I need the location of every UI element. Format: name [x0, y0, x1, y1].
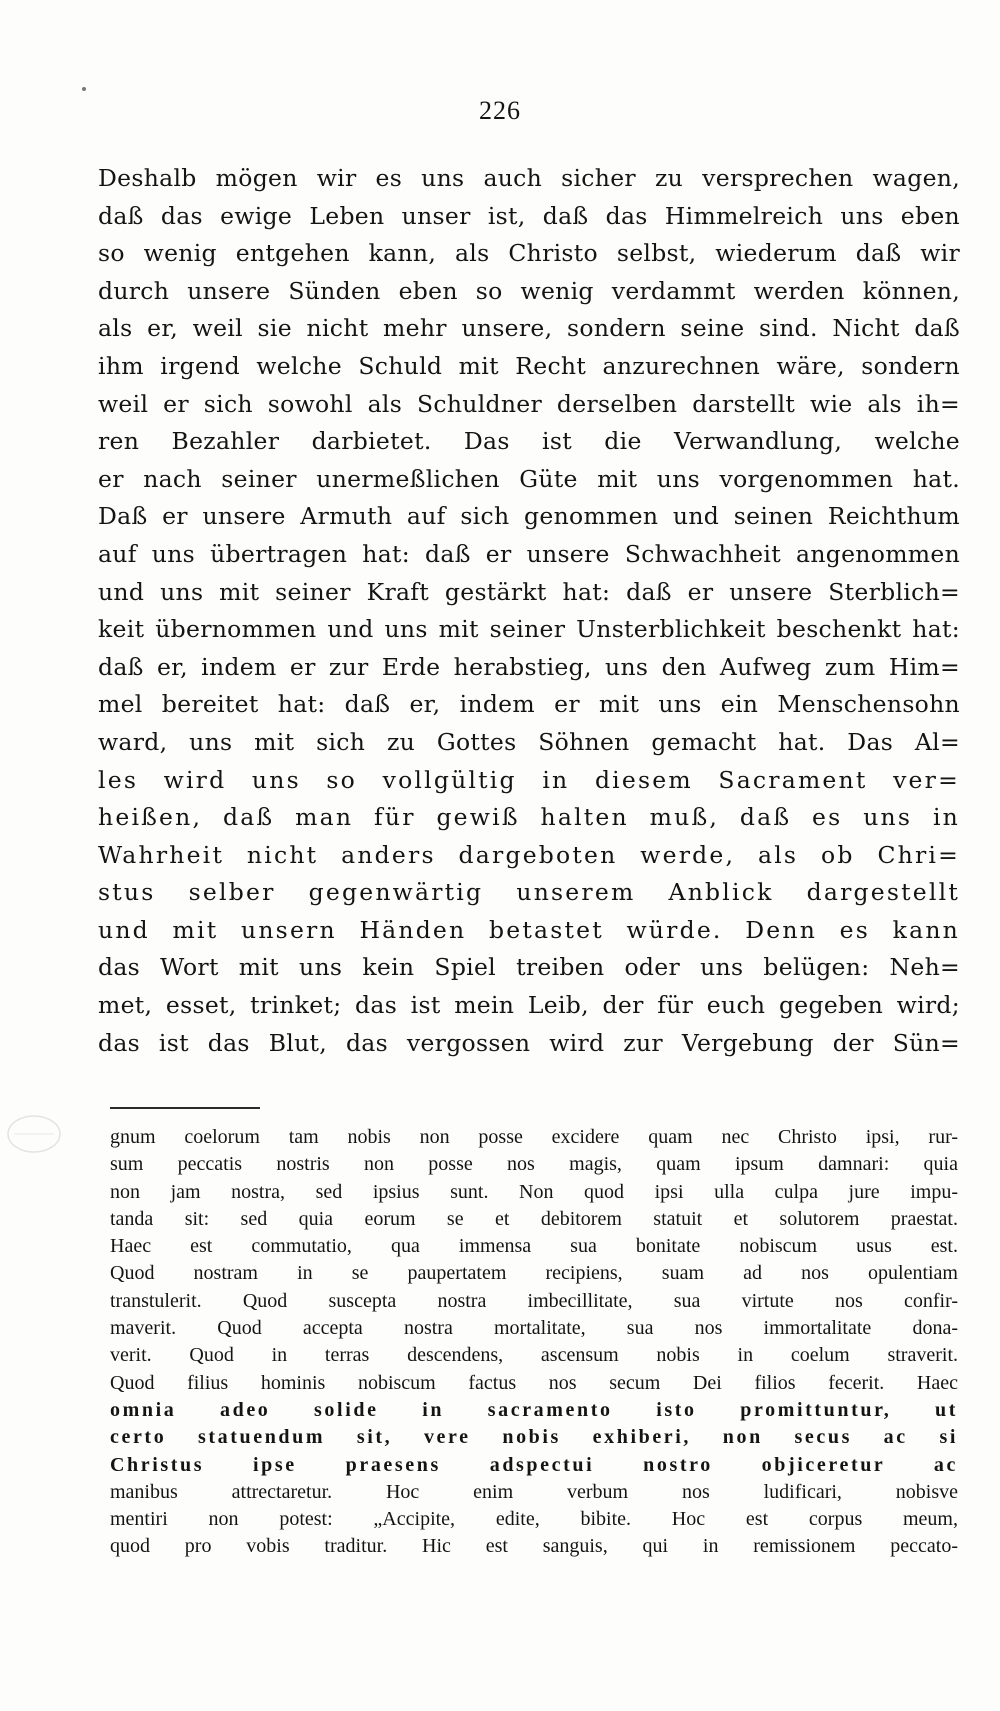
- footnote-line: Christus ipse praesens adspectui nostro objiceretur ac: [110, 1453, 958, 1476]
- text-line: so wenig entgehen kann, als Christo selbst, wiederum daß wir: [98, 239, 960, 268]
- text-line: Deshalb mögen wir es uns auch sicher zu versprechen wagen,: [98, 164, 960, 192]
- library-stamp-shadow: [4, 1112, 64, 1156]
- footnote-line: sum peccatis nostris non posse nos magis, quam ipsum damnari: quia: [110, 1153, 958, 1176]
- footnote-line: manibus attrectaretur. Hoc enim verbum nos ludificari, nobisve: [110, 1480, 958, 1503]
- text-line: und uns mit seiner Kraft gestärkt hat: daß er unsere Sterblich=: [98, 577, 960, 606]
- text-line: auf uns übertragen hat: daß er unsere Schwachheit angenommen: [98, 539, 960, 568]
- footnote-line: mentiri non potest: „Accipite, edite, bibite. Hoc est corpus meum,: [110, 1508, 958, 1531]
- text-line: stus selber gegenwärtig unserem Anblick dargestellt: [98, 878, 960, 907]
- footnote-line: tanda sit: sed quia eorum se et debitorem statuit et solutorem praestat.: [110, 1207, 958, 1230]
- text-line: mel bereitet hat: daß er, indem er mit uns ein Menschensohn: [98, 690, 960, 719]
- footnote-line: quod pro vobis traditur. Hic est sanguis, qui in remissionem peccato-: [110, 1535, 958, 1558]
- ink-speck: [82, 87, 86, 91]
- text-line: ren Bezahler darbietet. Das ist die Verwandlung, welche: [98, 427, 960, 456]
- text-line: met, esset, trinket; das ist mein Leib, der für euch gegeben wird;: [98, 991, 960, 1020]
- text-line: als er, weil sie nicht mehr unsere, sondern seine sind. Nicht daß: [98, 314, 960, 343]
- footnote-line: Haec est commutatio, qua immensa sua bonitate nobiscum usus est.: [110, 1235, 958, 1258]
- text-line: ward, uns mit sich zu Gottes Söhnen gemacht hat. Das Al=: [98, 727, 960, 756]
- text-line: keit übernommen und uns mit seiner Unsterblichkeit beschenkt hat:: [98, 615, 960, 644]
- page-number: 226: [479, 96, 521, 125]
- footnote-line: gnum coelorum tam nobis non posse excidere quam nec Christo ipsi, rur-: [110, 1126, 958, 1148]
- footnote-line: transtulerit. Quod suscepta nostra imbecillitate, sua virtute nos confir-: [110, 1289, 958, 1312]
- footnote-line: certo statuendum sit, vere nobis exhiberi, non secus ac si: [110, 1426, 958, 1449]
- text-line: durch unsere Sünden eben so wenig verdammt werden können,: [98, 276, 960, 305]
- text-line: heißen, daß man für gewiß halten muß, daß es uns in: [98, 803, 960, 832]
- footnote-separator: [110, 1107, 260, 1109]
- text-line: weil er sich sowohl als Schuldner derselben darstellt wie als ih=: [98, 389, 960, 418]
- main-text-block: [98, 160, 960, 1062]
- text-line: Daß er unsere Armuth auf sich genommen und seinen Reichthum: [98, 502, 960, 531]
- footnote-block: [110, 1124, 958, 1561]
- text-line: Wahrheit nicht anders dargeboten werde, als ob Chri=: [98, 840, 960, 869]
- footnote-line: maverit. Quod accepta nostra mortalitate, sua nos immortalitate dona-: [110, 1317, 958, 1340]
- footnote-line: omnia adeo solide in sacramento isto promittuntur, ut: [110, 1398, 958, 1421]
- footnote-line: Quod filius hominis nobiscum factus nos secum Dei filios fecerit. Haec: [110, 1371, 958, 1394]
- footnote-line: verit. Quod in terras descendens, ascensum nobis in coelum straverit.: [110, 1344, 958, 1367]
- text-line: daß das ewige Leben unser ist, daß das Himmelreich uns eben: [98, 201, 960, 230]
- text-line: er nach seiner unermeßlichen Güte mit uns vorgenommen hat.: [98, 464, 960, 493]
- footnote-line: non jam nostra, sed ipsius sunt. Non quod ipsi ulla culpa jure impu-: [110, 1180, 958, 1203]
- text-line: ihm irgend welche Schuld mit Recht anzurechnen wäre, sondern: [98, 351, 960, 380]
- text-line: daß er, indem er zur Erde herabstieg, uns den Aufweg zum Him=: [98, 652, 960, 681]
- text-line: les wird uns so vollgültig in diesem Sacrament ver=: [98, 765, 960, 794]
- text-line: und mit unsern Händen betastet würde. Denn es kann: [98, 915, 960, 944]
- footnote-line: Quod nostram in se paupertatem recipiens, suam ad nos opulentiam: [110, 1262, 958, 1285]
- text-line: das ist das Blut, das vergossen wird zur Vergebung der Sün=: [98, 1028, 960, 1057]
- text-line: das Wort mit uns kein Spiel treiben oder uns belügen: Neh=: [98, 953, 960, 982]
